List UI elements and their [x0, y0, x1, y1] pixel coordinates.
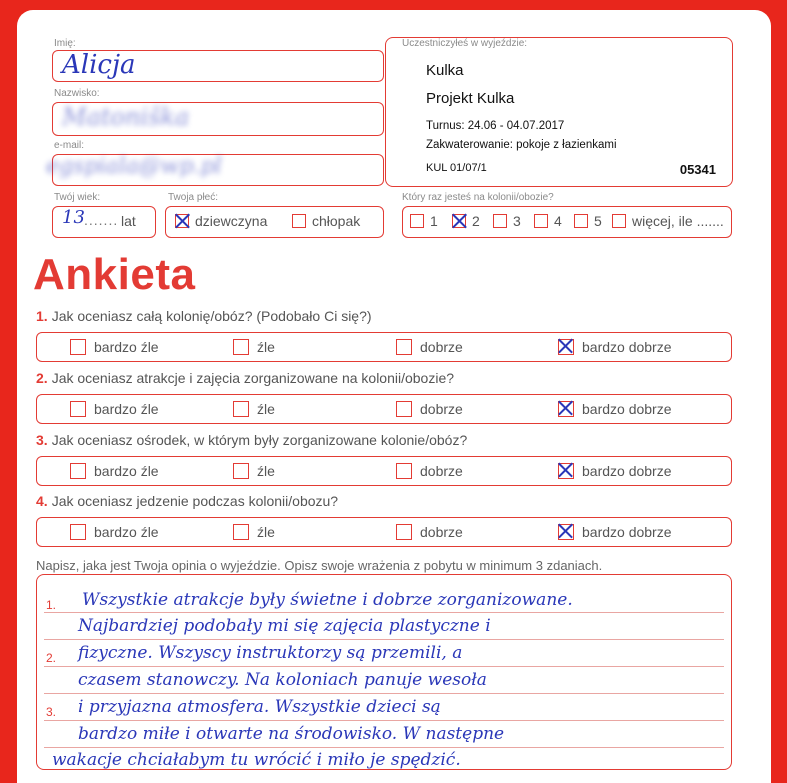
question-text: Jak oceniasz ośrodek, w którym były zorganizowane kolonie/obóz?: [51, 432, 468, 448]
surname-value: Matoniška: [62, 103, 190, 131]
question-number: 3.: [36, 432, 48, 448]
lodging-line: [426, 139, 617, 151]
checkbox[interactable]: [70, 339, 86, 355]
opinion-number: 3.: [46, 705, 57, 719]
question-2: [36, 370, 454, 386]
answer-option-label: bardzo dobrze: [582, 463, 672, 479]
answer-option[interactable]: [233, 463, 275, 479]
answer-option-label: dobrze: [420, 463, 463, 479]
trip-info-box: [385, 37, 733, 187]
checkbox[interactable]: [396, 524, 412, 540]
turnus-value: 24.06 - 04.07.2017: [467, 120, 565, 132]
handwritten-line: fizyczne. Wszyscy instruktorzy są przemili, a: [78, 643, 463, 663]
checkbox[interactable]: [534, 214, 548, 228]
age-label: Twój wiek:: [54, 192, 101, 203]
handwritten-line: Najbardziej podobały mi się zajęcia plastyczne i: [78, 616, 491, 636]
checkbox[interactable]: [574, 214, 588, 228]
question-text: Jak oceniasz całą kolonię/obóz? (Podobało Ci się?): [51, 308, 372, 324]
opinion-number: 2.: [46, 651, 57, 665]
lodging-value: pokoje z łazienkami: [516, 139, 617, 151]
handwritten-line: czasem stanowczy. Na koloniach panuje wesoła: [78, 670, 487, 690]
times-option-2[interactable]: [452, 213, 480, 229]
question-text: Jak oceniasz jedzenie podczas kolonii/obozu?: [51, 493, 339, 509]
checkbox[interactable]: [70, 401, 86, 417]
answer-option-label: dobrze: [420, 339, 463, 355]
answer-option[interactable]: [558, 339, 672, 355]
ruled-line: [44, 720, 724, 721]
project-name: Projekt Kulka: [426, 90, 515, 107]
handwritten-line: wakacje chciałabym tu wrócić i miło je spędzić.: [52, 750, 461, 770]
answer-option-label: bardzo dobrze: [582, 524, 672, 540]
checkbox-checked[interactable]: [558, 524, 574, 540]
question-4: [36, 493, 338, 509]
answer-option[interactable]: [558, 524, 672, 540]
answer-option[interactable]: [70, 524, 159, 540]
org-name: Kulka: [426, 62, 464, 79]
checkbox-checked[interactable]: [558, 463, 574, 479]
checkbox[interactable]: [396, 401, 412, 417]
age-value: 13: [62, 207, 85, 228]
times-label: Który raz jesteś na kolonii/obozie?: [402, 192, 554, 203]
question-number: 4.: [36, 493, 48, 509]
answer-option-label: bardzo źle: [94, 401, 159, 417]
age-dots: .......: [84, 212, 119, 228]
answer-option-label: bardzo dobrze: [582, 339, 672, 355]
question-text: Jak oceniasz atrakcje i zajęcia zorganizowane na kolonii/obozie?: [51, 370, 455, 386]
times-option-5[interactable]: [574, 213, 602, 229]
times-option-label: więcej, ile .......: [632, 213, 724, 229]
ruled-line: [44, 747, 724, 748]
answer-option[interactable]: [558, 401, 672, 417]
answer-option-label: źle: [257, 524, 275, 540]
handwritten-line: bardzo miłe i otwarte na środowisko. W następne: [78, 724, 505, 744]
ruled-line: [44, 693, 724, 694]
answer-option[interactable]: [70, 401, 159, 417]
times-option-label: 2: [472, 213, 480, 229]
opinion-number: 1.: [46, 598, 57, 612]
checkbox-checked[interactable]: [175, 214, 189, 228]
times-option-label: 1: [430, 213, 438, 229]
checkbox[interactable]: [410, 214, 424, 228]
answer-option-label: źle: [257, 463, 275, 479]
answer-option[interactable]: [558, 463, 672, 479]
participant-label: Uczestniczyłeś w wyjeździe:: [402, 38, 528, 49]
handwritten-line: i przyjazna atmosfera. Wszystkie dzieci są: [78, 697, 441, 717]
question-number: 2.: [36, 370, 48, 386]
checkbox-checked[interactable]: [558, 401, 574, 417]
gender-male-label: chłopak: [312, 213, 361, 229]
question-1: [36, 308, 372, 324]
times-option-label: 5: [594, 213, 602, 229]
lodging-label: Zakwaterowanie:: [426, 139, 513, 151]
times-option-label: 3: [513, 213, 521, 229]
answer-option[interactable]: [396, 339, 463, 355]
checkbox[interactable]: [233, 524, 249, 540]
answer-option-label: bardzo źle: [94, 463, 159, 479]
checkbox[interactable]: [493, 214, 507, 228]
checkbox[interactable]: [70, 524, 86, 540]
answer-option[interactable]: [396, 401, 463, 417]
times-option-label: 4: [554, 213, 562, 229]
checkbox[interactable]: [233, 339, 249, 355]
answer-option-label: źle: [257, 401, 275, 417]
email-value: egspiala@wp.pl: [46, 154, 222, 179]
answer-option[interactable]: [233, 524, 275, 540]
checkbox[interactable]: [396, 339, 412, 355]
answer-option-label: bardzo źle: [94, 339, 159, 355]
name-label: Imię:: [54, 38, 76, 49]
answer-option-label: źle: [257, 339, 275, 355]
gender-option-male[interactable]: [292, 213, 360, 229]
answer-option-label: dobrze: [420, 524, 463, 540]
checkbox[interactable]: [612, 214, 626, 228]
form-number: 05341: [679, 162, 716, 177]
answer-option[interactable]: [233, 339, 275, 355]
gender-female-label: dziewczyna: [195, 213, 268, 229]
answer-option[interactable]: [233, 401, 275, 417]
times-option-4[interactable]: [534, 213, 562, 229]
question-number: 1.: [36, 308, 48, 324]
surname-label: Nazwisko:: [54, 88, 100, 99]
opinion-prompt: Napisz, jaka jest Twoja opinia o wyjeździe. Opisz swoje wrażenia z pobytu w minimum 3 zdaniach.: [36, 558, 603, 573]
answer-option[interactable]: [70, 339, 159, 355]
turnus-label: Turnus:: [426, 120, 465, 132]
turnus-line: [426, 120, 564, 132]
handwritten-line: Wszystkie atrakcje były świetne i dobrze zorganizowane.: [82, 590, 573, 610]
ruled-line: [44, 639, 724, 640]
times-option-1[interactable]: [410, 213, 438, 229]
answer-option-label: bardzo źle: [94, 524, 159, 540]
answer-option[interactable]: [396, 463, 463, 479]
answer-option-label: dobrze: [420, 401, 463, 417]
question-3: [36, 432, 467, 448]
ruled-line: [44, 666, 724, 667]
trip-code: KUL 01/07/1: [426, 162, 487, 174]
checkbox[interactable]: [292, 214, 306, 228]
times-option-6[interactable]: [612, 213, 724, 229]
checkbox-checked[interactable]: [558, 339, 574, 355]
checkbox-checked[interactable]: [452, 214, 466, 228]
checkbox[interactable]: [233, 463, 249, 479]
checkbox[interactable]: [70, 463, 86, 479]
times-option-3[interactable]: [493, 213, 521, 229]
name-value: Alicja: [62, 50, 136, 80]
age-unit: lat: [121, 213, 136, 229]
ruled-line: [44, 612, 724, 613]
checkbox[interactable]: [233, 401, 249, 417]
gender-label: Twoja płeć:: [168, 192, 219, 203]
answer-option[interactable]: [70, 463, 159, 479]
answer-option-label: bardzo dobrze: [582, 401, 672, 417]
answer-option[interactable]: [396, 524, 463, 540]
gender-option-female[interactable]: [175, 213, 267, 229]
page-title: Ankieta: [33, 250, 196, 299]
email-label: e-mail:: [54, 140, 85, 151]
checkbox[interactable]: [396, 463, 412, 479]
